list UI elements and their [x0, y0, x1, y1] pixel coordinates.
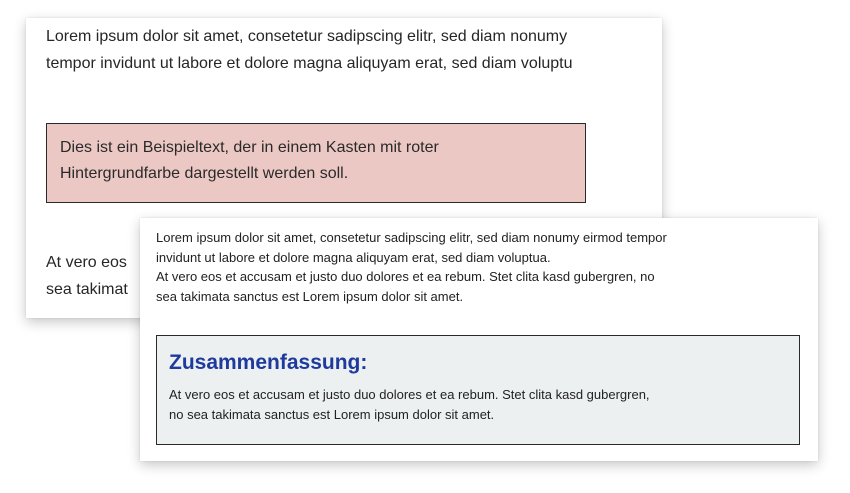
back-paragraph-top-line-1: Lorem ipsum dolor sit amet, consetetur sadipscing elitr, sed diam nonumy [46, 28, 568, 45]
summary-text-line-2: no sea takimata sanctus est Lorem ipsum dolor sit amet. [169, 407, 495, 422]
summary-text [169, 385, 788, 425]
front-paragraph-line-1: Lorem ipsum dolor sit amet, consetetur sadipscing elitr, sed diam nonumy eirmod tempor [156, 230, 667, 245]
summary-text-line-1: At vero eos et accusam et justo duo dolores et ea rebum. Stet clita kasd gubergren, [169, 387, 650, 402]
red-box-line-2: Hintergrundfarbe dargestellt werden soll. [60, 165, 349, 182]
front-paragraph-line-2: invidunt ut labore et dolore magna aliquyam erat, sed diam voluptua. [156, 249, 551, 265]
back-paragraph-top-line-2: tempor invidunt ut labore et dolore magna aliquyam erat, sed diam voluptu [46, 55, 573, 72]
front-card [140, 218, 818, 461]
front-paragraph-line-3: At vero eos et accusam et justo duo dolores et ea rebum. Stet clita kasd gubergren, no [156, 269, 655, 284]
front-paragraph [156, 228, 806, 306]
back-paragraph-bottom [46, 249, 128, 303]
summary-title: Zusammenfassung: [169, 351, 368, 374]
summary-box [156, 335, 800, 445]
front-paragraph-line-4: sea takimata sanctus est Lorem ipsum dolor sit amet. [156, 288, 464, 304]
back-paragraph-top [46, 23, 573, 77]
back-paragraph-bottom-line-2: sea takimat [46, 281, 128, 298]
red-box-line-1: Dies ist ein Beispieltext, der in einem Kasten mit roter [60, 139, 439, 156]
red-highlight-box [46, 123, 586, 203]
back-paragraph-bottom-line-1: At vero eos [46, 254, 127, 271]
